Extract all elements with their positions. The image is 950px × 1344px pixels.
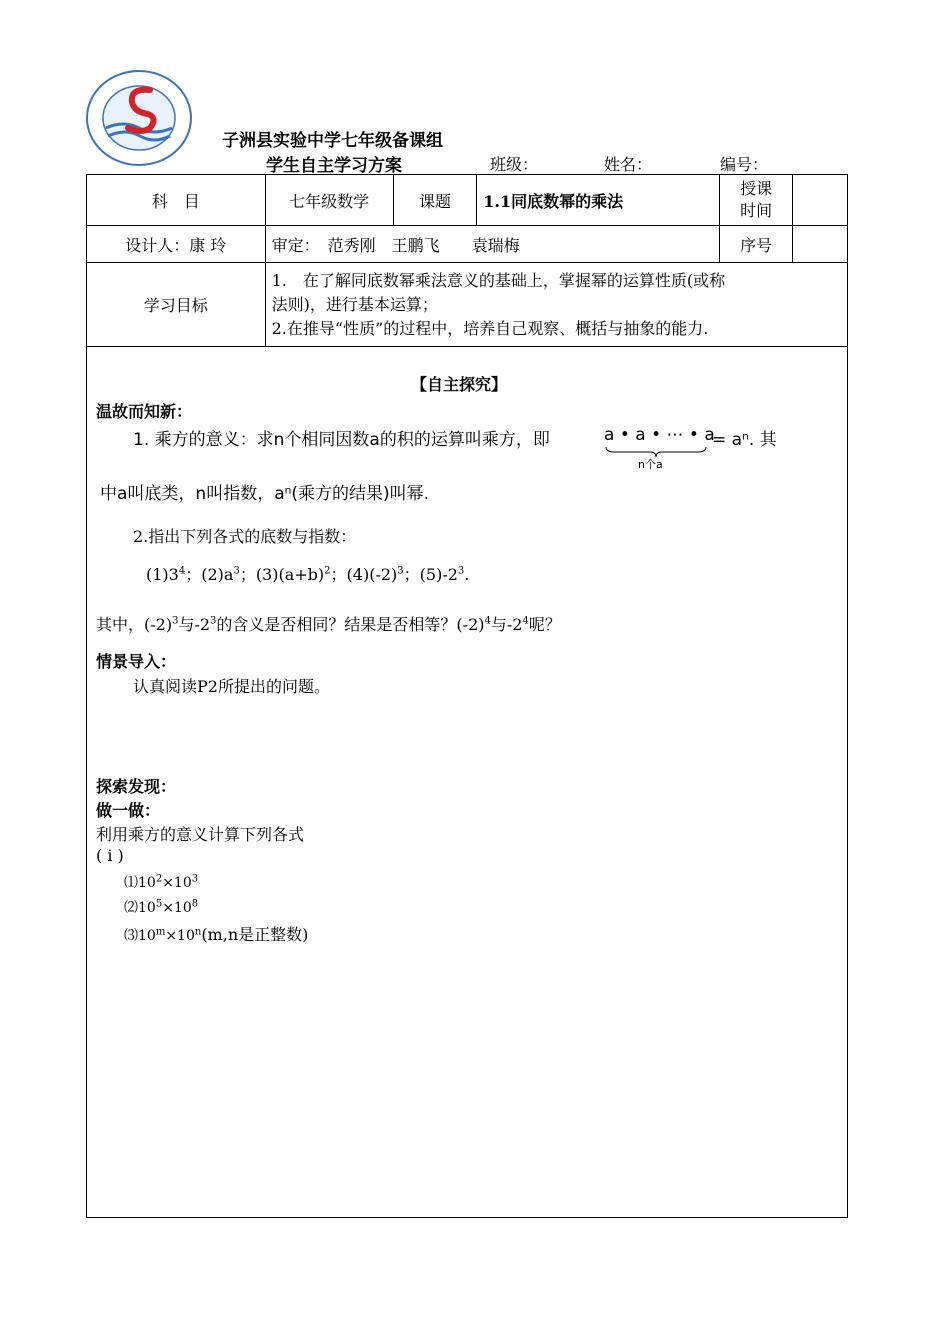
goals-label: 学习目标 [87,263,266,347]
q-exp4: 4 [522,615,529,627]
ex3-exp: 2 [324,565,331,577]
q-part1: 其中，(-2) [96,615,173,634]
serial-label: 序号 [719,226,792,263]
calc2-mult: ×10 [162,900,192,916]
calc2-base: ⑵10 [124,900,156,916]
school-title: 子洲县实验中学七年级备课组 [222,131,443,151]
time-value [793,175,848,226]
subject-label: 科 目 [87,175,266,226]
do-text: 利用乘方的意义计算下列各式 [96,825,305,844]
name-label: 姓名： [604,155,653,174]
subject-value: 七年级数学 [265,175,393,226]
q-part4: 与-2 [490,615,523,634]
scenario-heading: 情景导入： [96,652,177,671]
number-label: 编号： [720,155,769,174]
sub-label: ( i ) [96,846,124,865]
calc3-exp2: n [194,926,202,938]
plan-title: 学生自主学习方案 [266,156,402,176]
item1-line2: 中a叫底类，n叫指数，aⁿ(乘方的结果)叫幂. [100,484,430,504]
do-heading: 做一做： [96,801,161,820]
ex1-exp: 4 [178,565,186,577]
goal-2: 2.在推导“性质”的过程中，培养自己观察、概括与抽象的能力. [271,318,709,338]
ex5-base: ；(5)-2 [403,565,458,584]
time-label-line1: 授课 [740,179,773,198]
calc3-mult: ×10 [165,928,195,944]
content-box [86,346,848,1218]
ex1-base: (1)3 [146,565,179,584]
item1-formula: a • a • ⋯ • a [604,425,715,445]
section-title: 【自主探究】 [411,375,508,394]
q-part5: 呢？ [528,615,561,634]
goals-cell [265,263,847,347]
school-logo [84,68,194,168]
calc3-base: ⑶10 [124,928,156,944]
explore-heading: 探索发现： [96,777,177,796]
goal-1b: 法则)，进行基本运算； [271,294,438,314]
ex2-base: ；(2)a [185,565,234,584]
calc1-exp2: 3 [191,873,199,885]
calc2-exp2: 8 [191,898,199,910]
ex3-base: ；(3)(a+b) [239,565,325,584]
info-table [86,174,848,347]
calc3-exp1: m [155,926,166,938]
scenario-text: 认真阅读P2所提出的问题。 [133,677,330,696]
question-line [96,612,561,635]
calc1-mult: ×10 [162,875,192,891]
topic-label: 课题 [393,175,477,226]
q-part3: 的含义是否相同？结果是否相等？(-2) [216,615,485,634]
q-exp2: 3 [210,615,217,627]
time-label-line2: 时间 [740,201,773,220]
item1-result: = aⁿ. 其 [712,430,777,450]
ex4-exp: 3 [397,565,404,577]
q-part2: 与-2 [178,615,211,634]
ex2-exp: 3 [233,565,240,577]
ex4-base: ；(4)(-2) [330,565,398,584]
ex5-exp: 3 [457,565,465,577]
q-exp1: 3 [172,615,179,627]
exercise-line [146,562,469,585]
calc-2 [124,897,198,917]
time-label [719,175,792,226]
class-label: 班级： [490,155,539,174]
ex-end: . [464,565,470,584]
goal-1a: 1. 在了解同底数幂乘法意义的基础上，掌握幂的运算性质(或称 [271,270,726,290]
serial-value [793,226,848,263]
calc1-base: ⑴10 [124,875,156,891]
calc1-exp1: 2 [155,873,163,885]
calc2-exp1: 5 [155,898,163,910]
item2-text: 2.指出下列各式的底数与指数： [133,527,357,546]
calc3-note: (m,n是正整数) [201,925,309,944]
calc-3 [124,922,308,945]
q-exp3: 4 [484,615,491,627]
calc-1 [124,872,198,892]
reviewer-cell: 审定： 范秀刚 王鹏飞 袁瑞梅 [265,226,719,263]
item1-text: 1. 乘方的意义：求n个相同因数a的积的运算叫乘方，即 [133,430,550,450]
brace-label: n个a [638,458,663,471]
topic-value: 1.1同底数幂的乘法 [477,175,720,226]
designer-cell: 设计人：康 玲 [87,226,266,263]
review-heading: 温故而知新： [96,402,193,421]
